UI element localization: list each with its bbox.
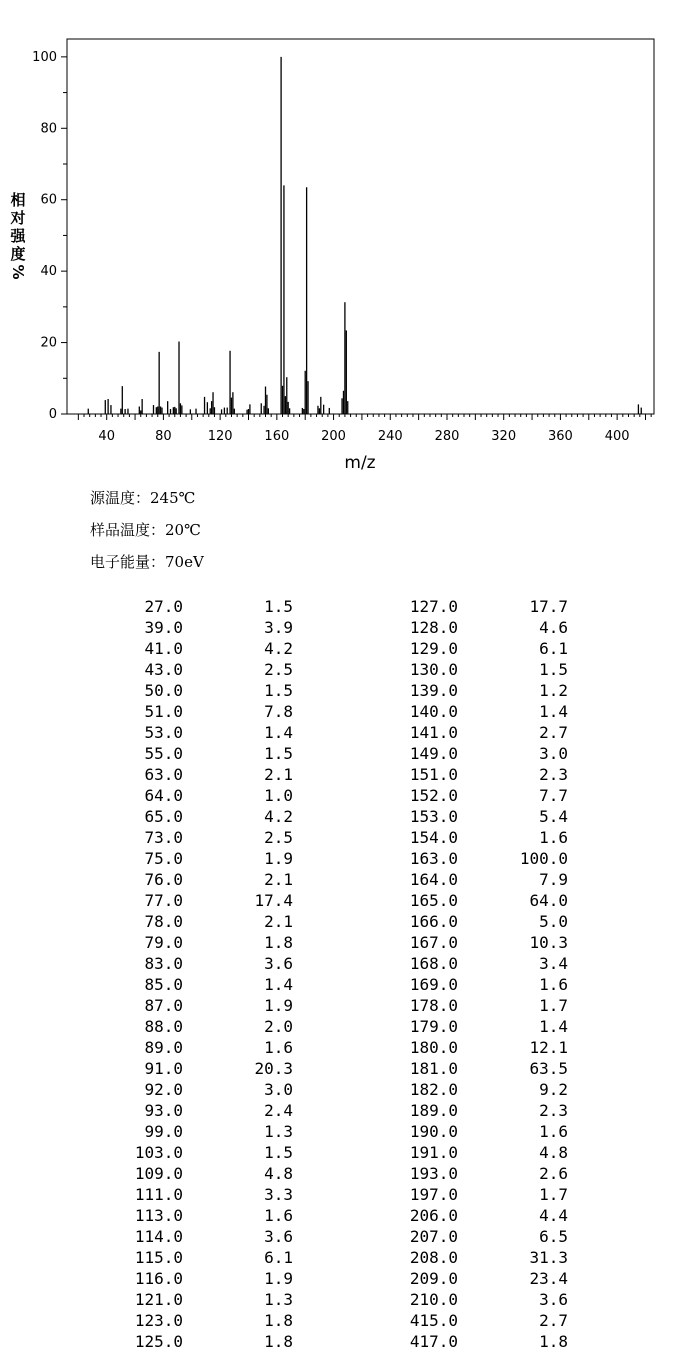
mz-right: 169.0 xyxy=(409,975,458,994)
intensity-left: 2.1 xyxy=(264,870,293,889)
x-axis xyxy=(78,414,651,444)
intensity-right: 4.4 xyxy=(539,1206,568,1225)
intensity-right: 17.7 xyxy=(529,597,568,616)
intensity-left: 1.5 xyxy=(264,597,293,616)
mz-left: 50.0 xyxy=(144,681,183,700)
table-row xyxy=(0,618,696,639)
mz-right: 141.0 xyxy=(409,723,458,742)
table-row xyxy=(0,597,696,618)
mz-right: 207.0 xyxy=(409,1227,458,1246)
intensity-left: 1.9 xyxy=(264,1269,293,1288)
x-tick-label: 120 xyxy=(207,429,233,444)
mz-left: 109.0 xyxy=(134,1164,183,1183)
intensity-left: 6.1 xyxy=(264,1248,293,1267)
table-row xyxy=(0,849,696,870)
intensity-left: 1.4 xyxy=(264,975,293,994)
y-label-char: 强 xyxy=(10,227,26,245)
mz-left: 116.0 xyxy=(134,1269,183,1288)
intensity-right: 5.0 xyxy=(539,912,568,931)
mz-right: 178.0 xyxy=(409,996,458,1015)
condition-line xyxy=(90,519,201,540)
x-tick-label: 200 xyxy=(321,429,346,444)
mz-right: 129.0 xyxy=(409,639,458,658)
intensity-left: 2.4 xyxy=(264,1101,293,1120)
mz-right: 152.0 xyxy=(409,786,458,805)
table-row xyxy=(0,1164,696,1185)
table-row xyxy=(0,1290,696,1311)
mz-left: 64.0 xyxy=(144,786,183,805)
intensity-right: 1.8 xyxy=(539,1332,568,1351)
y-label-char: 对 xyxy=(10,209,26,227)
mz-left: 79.0 xyxy=(144,933,183,952)
intensity-right: 6.1 xyxy=(539,639,568,658)
y-tick-label: 0 xyxy=(48,407,57,422)
intensity-left: 1.8 xyxy=(264,1332,293,1351)
mz-left: 55.0 xyxy=(144,744,183,763)
mz-right: 210.0 xyxy=(409,1290,458,1309)
intensity-right: 2.7 xyxy=(539,1311,568,1330)
mz-right: 193.0 xyxy=(409,1164,458,1183)
intensity-left: 1.5 xyxy=(264,744,293,763)
mz-right: 165.0 xyxy=(409,891,458,910)
mz-left: 75.0 xyxy=(144,849,183,868)
mz-left: 77.0 xyxy=(144,891,183,910)
mz-right: 181.0 xyxy=(409,1059,458,1078)
intensity-right: 1.6 xyxy=(539,975,568,994)
mz-right: 130.0 xyxy=(409,660,458,679)
intensity-right: 100.0 xyxy=(519,849,568,868)
x-tick-label: 240 xyxy=(377,429,403,444)
condition-label: 源温度： xyxy=(90,489,151,507)
condition-value: 20℃ xyxy=(165,521,201,539)
y-axis-label xyxy=(9,191,27,280)
mz-right: 189.0 xyxy=(409,1101,458,1120)
x-tick-label: 160 xyxy=(264,429,290,444)
x-tick-label: 40 xyxy=(98,429,115,444)
intensity-right: 1.7 xyxy=(539,1185,568,1204)
mz-right: 208.0 xyxy=(409,1248,458,1267)
mz-right: 163.0 xyxy=(409,849,458,868)
spectrum-peaks xyxy=(88,57,641,414)
intensity-right: 5.4 xyxy=(539,807,568,826)
mz-left: 87.0 xyxy=(144,996,183,1015)
intensity-left: 1.6 xyxy=(264,1206,293,1225)
mass-spectrum-chart xyxy=(0,0,696,478)
table-row xyxy=(0,996,696,1017)
intensity-right: 6.5 xyxy=(539,1227,568,1246)
intensity-right: 12.1 xyxy=(529,1038,568,1057)
mz-left: 27.0 xyxy=(144,597,183,616)
mz-right: 190.0 xyxy=(409,1122,458,1141)
condition-line xyxy=(90,551,204,572)
table-row xyxy=(0,744,696,765)
mz-left: 41.0 xyxy=(144,639,183,658)
x-axis-label: m/z xyxy=(344,453,376,473)
condition-label: 样品温度： xyxy=(90,521,166,539)
intensity-right: 23.4 xyxy=(529,1269,568,1288)
mz-right: 166.0 xyxy=(409,912,458,931)
table-row xyxy=(0,1143,696,1164)
mz-left: 65.0 xyxy=(144,807,183,826)
intensity-left: 1.6 xyxy=(264,1038,293,1057)
intensity-right: 1.4 xyxy=(539,1017,568,1036)
mz-left: 78.0 xyxy=(144,912,183,931)
y-tick-label: 60 xyxy=(40,192,57,208)
x-tick-label: 80 xyxy=(155,429,172,444)
condition-label: 电子能量： xyxy=(90,553,166,571)
table-row xyxy=(0,765,696,786)
mz-right: 149.0 xyxy=(409,744,458,763)
table-row xyxy=(0,1122,696,1143)
intensity-right: 1.2 xyxy=(539,681,568,700)
intensity-left: 4.8 xyxy=(264,1164,293,1183)
table-row xyxy=(0,681,696,702)
intensity-right: 1.6 xyxy=(539,1122,568,1141)
intensity-left: 1.8 xyxy=(264,933,293,952)
mz-left: 53.0 xyxy=(144,723,183,742)
intensity-left: 1.9 xyxy=(264,849,293,868)
mz-left: 85.0 xyxy=(144,975,183,994)
mz-left: 123.0 xyxy=(134,1311,183,1330)
y-label-char: 相 xyxy=(10,191,26,209)
mz-right: 128.0 xyxy=(409,618,458,637)
intensity-right: 2.7 xyxy=(539,723,568,742)
mz-right: 167.0 xyxy=(409,933,458,952)
mz-left: 89.0 xyxy=(144,1038,183,1057)
intensity-left: 3.9 xyxy=(264,618,293,637)
intensity-right: 4.6 xyxy=(539,618,568,637)
intensity-right: 1.6 xyxy=(539,828,568,847)
table-row xyxy=(0,891,696,912)
intensity-left: 1.4 xyxy=(264,723,293,742)
mz-left: 83.0 xyxy=(144,954,183,973)
table-row xyxy=(0,933,696,954)
table-row xyxy=(0,1038,696,1059)
table-row xyxy=(0,1269,696,1290)
condition-line xyxy=(90,487,195,508)
intensity-left: 2.1 xyxy=(264,765,293,784)
table-row xyxy=(0,1017,696,1038)
table-row xyxy=(0,1311,696,1332)
intensity-left: 3.6 xyxy=(264,954,293,973)
y-tick-label: 100 xyxy=(32,49,57,65)
mz-left: 91.0 xyxy=(144,1059,183,1078)
table-row xyxy=(0,702,696,723)
intensity-left: 2.5 xyxy=(264,828,293,847)
intensity-left: 20.3 xyxy=(254,1059,293,1078)
table-row xyxy=(0,1185,696,1206)
mz-left: 88.0 xyxy=(144,1017,183,1036)
intensity-left: 1.3 xyxy=(264,1290,293,1309)
intensity-left: 1.5 xyxy=(264,681,293,700)
condition-value: 245℃ xyxy=(150,489,196,507)
intensity-right: 63.5 xyxy=(529,1059,568,1078)
intensity-right: 3.6 xyxy=(539,1290,568,1309)
y-label-char: % xyxy=(9,264,27,280)
intensity-left: 4.2 xyxy=(264,807,293,826)
table-row xyxy=(0,807,696,828)
table-row xyxy=(0,1206,696,1227)
mz-left: 73.0 xyxy=(144,828,183,847)
mz-left: 51.0 xyxy=(144,702,183,721)
intensity-right: 10.3 xyxy=(529,933,568,952)
intensity-left: 3.6 xyxy=(264,1227,293,1246)
intensity-right: 2.3 xyxy=(539,1101,568,1120)
intensity-right: 31.3 xyxy=(529,1248,568,1267)
table-row xyxy=(0,870,696,891)
intensity-right: 7.7 xyxy=(539,786,568,805)
mz-left: 125.0 xyxy=(134,1332,183,1351)
table-row xyxy=(0,1332,696,1353)
y-axis xyxy=(32,50,67,422)
y-tick-label: 80 xyxy=(40,121,57,137)
intensity-left: 3.3 xyxy=(264,1185,293,1204)
mz-right: 127.0 xyxy=(409,597,458,616)
mz-left: 103.0 xyxy=(134,1143,183,1162)
table-row xyxy=(0,1059,696,1080)
intensity-left: 17.4 xyxy=(254,891,293,910)
intensity-left: 3.0 xyxy=(264,1080,293,1099)
x-tick-label: 320 xyxy=(491,429,517,444)
intensity-left: 7.8 xyxy=(264,702,293,721)
table-row xyxy=(0,1248,696,1269)
mz-right: 415.0 xyxy=(409,1311,458,1330)
table-row xyxy=(0,1080,696,1101)
mz-left: 99.0 xyxy=(144,1122,183,1141)
intensity-left: 1.8 xyxy=(264,1311,293,1330)
x-tick-label: 280 xyxy=(434,429,460,444)
mz-left: 39.0 xyxy=(144,618,183,637)
mz-right: 179.0 xyxy=(409,1017,458,1036)
mz-left: 115.0 xyxy=(134,1248,183,1267)
mz-right: 164.0 xyxy=(409,870,458,889)
intensity-right: 3.0 xyxy=(539,744,568,763)
mz-right: 168.0 xyxy=(409,954,458,973)
mz-left: 92.0 xyxy=(144,1080,183,1099)
y-tick-label: 20 xyxy=(40,335,57,351)
table-row xyxy=(0,954,696,975)
intensity-left: 1.5 xyxy=(264,1143,293,1162)
mz-right: 206.0 xyxy=(409,1206,458,1225)
plot-frame xyxy=(67,39,654,414)
intensity-right: 1.5 xyxy=(539,660,568,679)
x-tick-label: 400 xyxy=(604,429,630,444)
intensity-right: 7.9 xyxy=(539,870,568,889)
x-tick-label: 360 xyxy=(548,429,573,444)
mz-right: 153.0 xyxy=(409,807,458,826)
mz-right: 140.0 xyxy=(409,702,458,721)
mz-left: 93.0 xyxy=(144,1101,183,1120)
intensity-left: 2.0 xyxy=(264,1017,293,1036)
mz-right: 180.0 xyxy=(409,1038,458,1057)
mz-right: 191.0 xyxy=(409,1143,458,1162)
intensity-right: 4.8 xyxy=(539,1143,568,1162)
table-row xyxy=(0,975,696,996)
intensity-right: 2.3 xyxy=(539,765,568,784)
intensity-left: 2.5 xyxy=(264,660,293,679)
condition-value: 70eV xyxy=(165,553,204,571)
intensity-right: 9.2 xyxy=(539,1080,568,1099)
mz-left: 63.0 xyxy=(144,765,183,784)
mz-left: 114.0 xyxy=(134,1227,183,1246)
mz-left: 111.0 xyxy=(134,1185,183,1204)
table-row xyxy=(0,786,696,807)
table-row xyxy=(0,912,696,933)
mz-right: 182.0 xyxy=(409,1080,458,1099)
intensity-right: 1.7 xyxy=(539,996,568,1015)
intensity-right: 64.0 xyxy=(529,891,568,910)
y-label-char: 度 xyxy=(10,245,26,263)
intensity-left: 1.3 xyxy=(264,1122,293,1141)
y-tick-label: 40 xyxy=(40,264,57,280)
mz-right: 209.0 xyxy=(409,1269,458,1288)
table-row xyxy=(0,723,696,744)
intensity-left: 4.2 xyxy=(264,639,293,658)
mz-left: 43.0 xyxy=(144,660,183,679)
mz-right: 151.0 xyxy=(409,765,458,784)
table-row xyxy=(0,828,696,849)
intensity-right: 2.6 xyxy=(539,1164,568,1183)
table-row xyxy=(0,639,696,660)
intensity-right: 3.4 xyxy=(539,954,568,973)
mz-left: 121.0 xyxy=(134,1290,183,1309)
intensity-left: 2.1 xyxy=(264,912,293,931)
intensity-left: 1.9 xyxy=(264,996,293,1015)
table-row xyxy=(0,1227,696,1248)
intensity-right: 1.4 xyxy=(539,702,568,721)
mz-left: 113.0 xyxy=(134,1206,183,1225)
table-row xyxy=(0,660,696,681)
table-row xyxy=(0,1101,696,1122)
mz-right: 154.0 xyxy=(409,828,458,847)
mz-right: 197.0 xyxy=(409,1185,458,1204)
mz-left: 76.0 xyxy=(144,870,183,889)
mz-right: 417.0 xyxy=(409,1332,458,1351)
mz-right: 139.0 xyxy=(409,681,458,700)
intensity-left: 1.0 xyxy=(264,786,293,805)
